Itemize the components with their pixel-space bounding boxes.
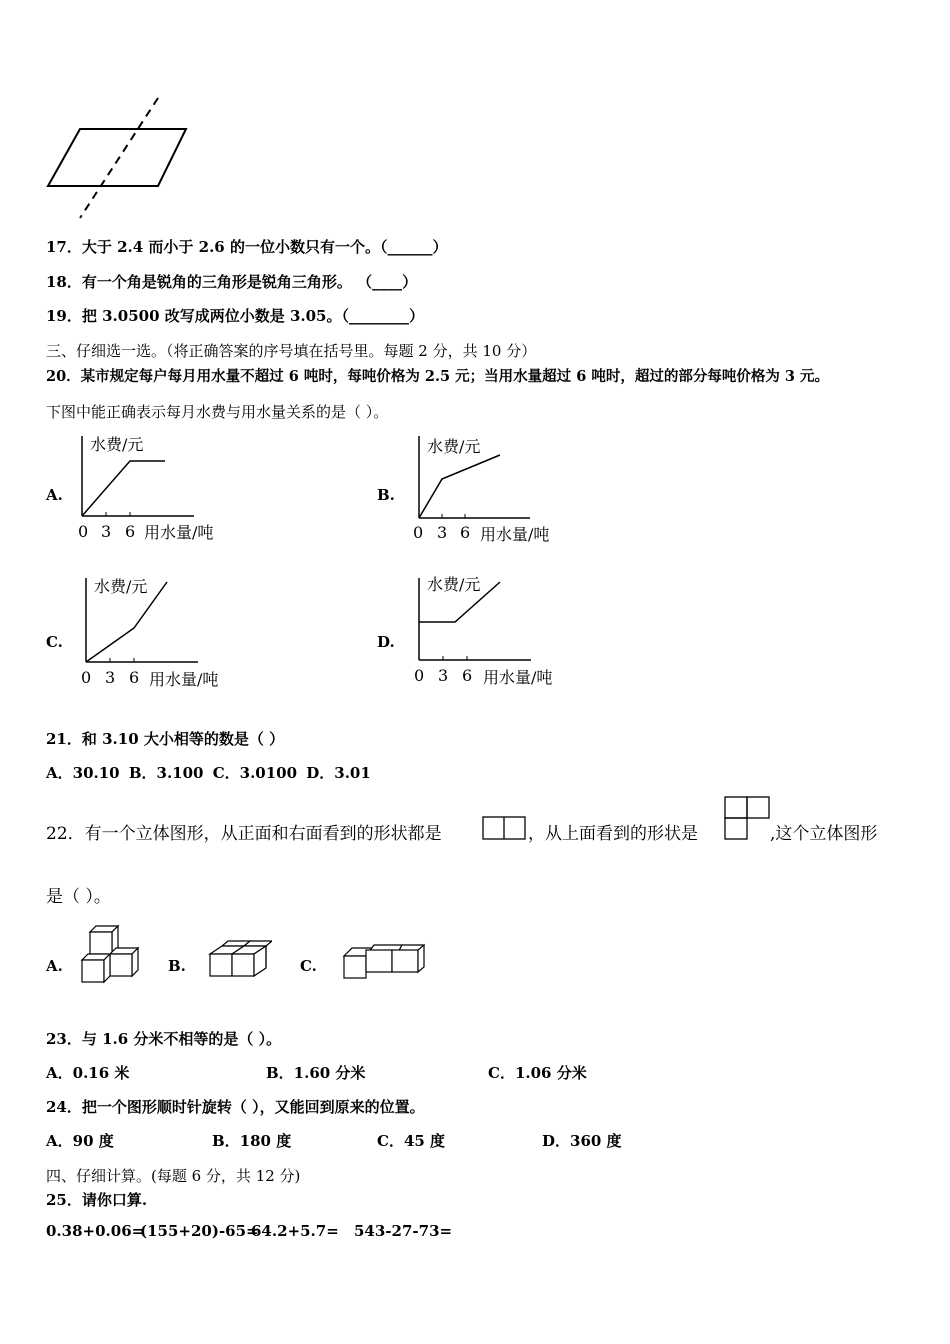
cube-stack-b [206,940,272,982]
question-25: 25．请你口算. [46,1191,148,1209]
graph-b-tick-3: 3 [437,523,448,542]
graph-d-tick-6: 6 [462,666,473,685]
q22-option-b-label[interactable]: B. [168,957,186,975]
q22-option-a-label[interactable]: A. [46,957,63,975]
graph-c-x-label: 用水量/吨 [149,670,219,689]
graph-d [405,568,585,693]
graph-a-y-label: 水费/元 [90,435,144,454]
option-b-label[interactable]: B. [377,486,395,504]
graph-b-line [419,455,500,518]
question-20-line2: 下图中能正确表示每月水费与用水量关系的是（ ）。 [46,403,389,421]
graph-c-tick-0: 0 [81,668,92,687]
q24-option-a[interactable]: A．90 度 [46,1132,114,1150]
graph-d-tick-3: 3 [438,666,449,685]
graph-a-x-label: 用水量/吨 [144,523,214,542]
parallelogram-figure [40,92,200,222]
graph-c [72,568,252,693]
graph-c-y-label: 水费/元 [94,577,148,596]
graph-c-tick-6: 6 [129,668,140,687]
question-22-part2: ，从上面看到的形状是 [528,824,698,844]
cube-stack-c [340,940,428,982]
graph-a-tick-0: 0 [78,522,89,541]
top-view-shape [724,796,772,842]
question-19: 19．把 3.0500 改写成两位小数是 3.05。（________） [46,307,424,325]
question-24: 24．把一个图形顺时针旋转（ ），又能回到原来的位置。 [46,1098,425,1116]
graph-b [405,428,585,548]
question-22-part3: ,这个立体图形 [770,824,878,844]
question-21: 21．和 3.10 大小相等的数是（ ） [46,730,285,748]
question-18: 18．有一个角是锐角的三角形是锐角三角形。 （____） [46,273,418,291]
option-a-label[interactable]: A. [46,486,63,504]
q25-item-4: 543-27-73= [354,1222,453,1240]
cube-stack-a [78,922,144,984]
graph-b-x-label: 用水量/吨 [480,525,550,544]
graph-d-y-label: 水费/元 [427,575,481,594]
question-22-part1: 22．有一个立体图形，从正面和右面看到的形状都是 [46,824,442,844]
graph-b-tick-6: 6 [460,523,471,542]
q24-option-d[interactable]: D．360 度 [542,1132,622,1150]
graph-a-tick-3: 3 [101,522,112,541]
q23-option-b[interactable]: B．1.60 分米 [266,1064,366,1082]
dashed-line [80,98,158,218]
section-4-title: 四、仔细计算。(每题 6 分，共 12 分) [46,1167,301,1185]
graph-b-tick-0: 0 [413,523,424,542]
front-view-shape [482,816,528,842]
graph-a-tick-6: 6 [125,522,136,541]
graph-a [70,428,250,548]
question-22-line2: 是（ ）。 [46,887,111,907]
q25-item-2: (155+20)-65= [140,1222,259,1240]
q25-item-1: 0.38+0.06= [46,1222,145,1240]
q23-option-a[interactable]: A．0.16 米 [46,1064,130,1082]
option-d-label[interactable]: D. [377,633,395,651]
graph-d-tick-0: 0 [414,666,425,685]
graph-b-y-label: 水费/元 [427,437,481,456]
parallelogram-shape [48,129,186,186]
graph-c-tick-3: 3 [105,668,116,687]
q24-option-b[interactable]: B．180 度 [212,1132,292,1150]
q23-option-c[interactable]: C．1.06 分米 [488,1064,587,1082]
graph-d-x-label: 用水量/吨 [483,668,553,687]
graph-a-line [82,461,165,516]
question-23: 23．与 1.6 分米不相等的是（ ）。 [46,1030,282,1048]
q24-option-c[interactable]: C．45 度 [377,1132,446,1150]
q25-item-3: 64.2+5.7= [251,1222,339,1240]
question-21-options: A．30.10 B．3.100 C．3.0100 D．3.01 [46,764,371,782]
section-3-title: 三、仔细选一选。（将正确答案的序号填在括号里。每题 2 分，共 10 分） [46,342,537,360]
q22-option-c-label[interactable]: C. [300,957,317,975]
question-17: 17．大于 2.4 而小于 2.6 的一位小数只有一个。（______） [46,238,448,256]
question-20-line1: 20．某市规定每户每月用水量不超过 6 吨时，每吨价格为 2.5 元；当用水量超过 6 吨时，超过的部分每吨价格为 3 元。 [46,368,830,385]
option-c-label[interactable]: C. [46,633,63,651]
